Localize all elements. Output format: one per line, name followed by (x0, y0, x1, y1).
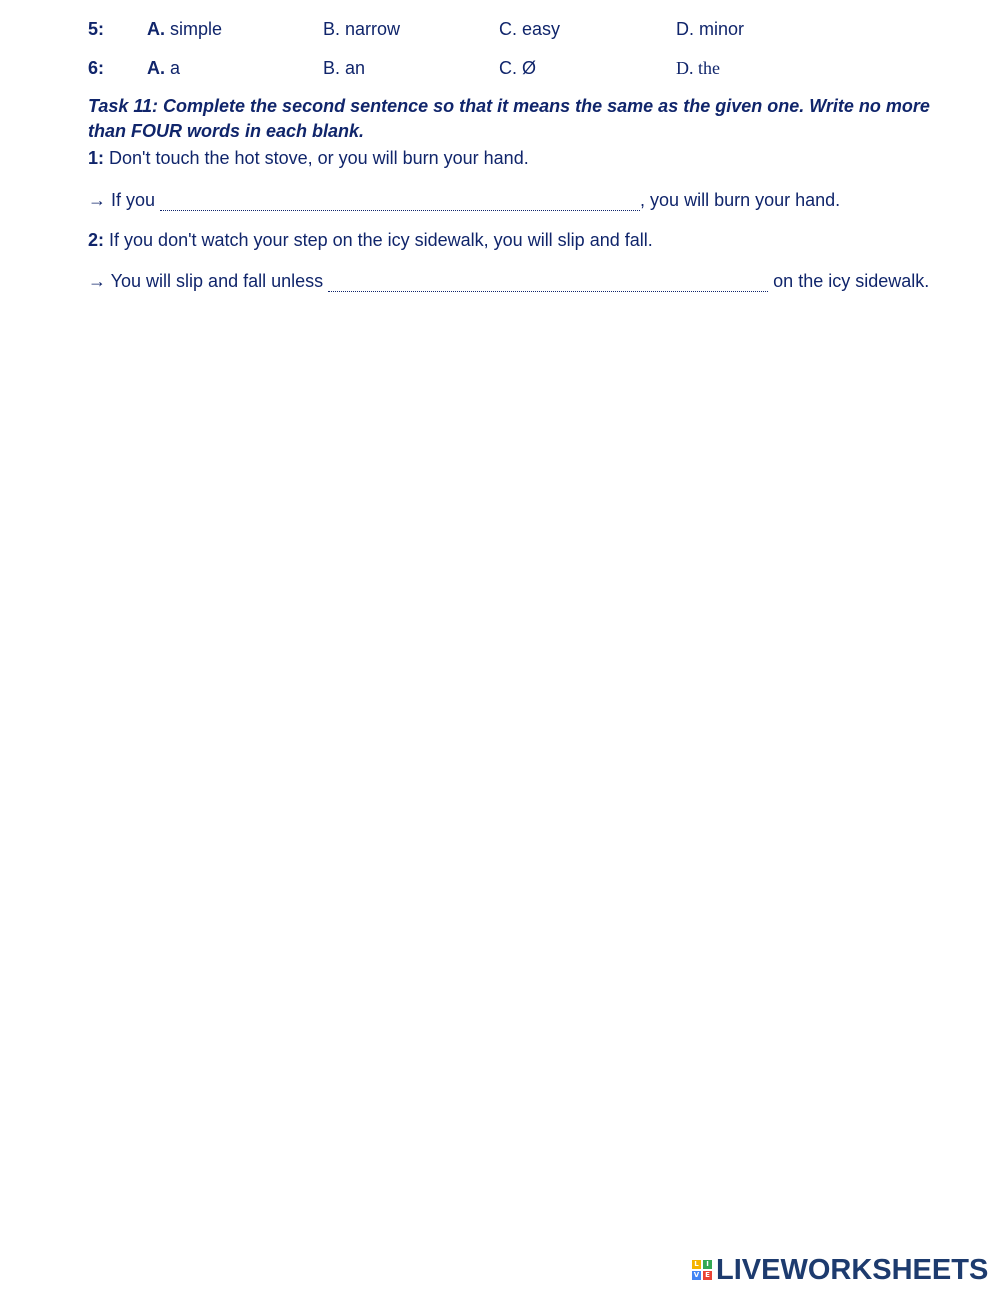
option-d[interactable]: D. the (676, 58, 720, 78)
answer-blank-1[interactable] (160, 192, 640, 211)
question-number: 6: (88, 58, 105, 78)
option-c[interactable]: C. Ø (499, 58, 537, 78)
logo-text: LIVEWORKSHEETS (716, 1253, 989, 1286)
option-letter: A. (147, 19, 165, 39)
option-text: a (170, 58, 181, 78)
item-2-sentence (88, 229, 653, 251)
rewrite-suffix: , you will burn your hand. (640, 190, 841, 210)
liveworksheets-logo (692, 1255, 988, 1285)
answer-blank-2[interactable] (328, 273, 768, 292)
option-b[interactable]: B. narrow (323, 19, 401, 39)
item-2-rewrite (88, 270, 929, 292)
rewrite-prefix: → You will slip and fall unless (88, 271, 324, 291)
logo-mark-cell: V (693, 1271, 700, 1279)
rewrite-suffix: on the icy sidewalk. (773, 271, 930, 291)
option-text: simple (170, 19, 223, 39)
option-letter: A. (147, 58, 165, 78)
rewrite-prefix: → If you (88, 190, 156, 210)
option-c[interactable]: C. easy (499, 19, 561, 39)
item-sentence: Don't touch the hot stove, or you will burn your hand. (109, 148, 529, 168)
item-1-sentence (88, 147, 529, 169)
logo-mark-icon (692, 1260, 712, 1280)
option-d[interactable]: D. minor (676, 19, 745, 39)
item-number: 2: (88, 230, 105, 250)
option-b[interactable]: B. an (323, 58, 366, 78)
option-a[interactable] (147, 18, 222, 40)
task-instruction: Task 11: Complete the second sentence so that it means the same as the given one. Write no more than FOUR words in each blank. (88, 96, 930, 141)
item-1-rewrite (88, 189, 840, 211)
question-number: 5: (88, 19, 105, 39)
logo-mark-cell: E (703, 1271, 712, 1280)
option-a[interactable] (147, 57, 180, 79)
item-number: 1: (88, 148, 105, 168)
item-sentence: If you don't watch your step on the icy sidewalk, you will slip and fall. (109, 230, 653, 250)
logo-mark-cell: I (703, 1260, 712, 1269)
logo-mark-cell: L (692, 1260, 701, 1269)
